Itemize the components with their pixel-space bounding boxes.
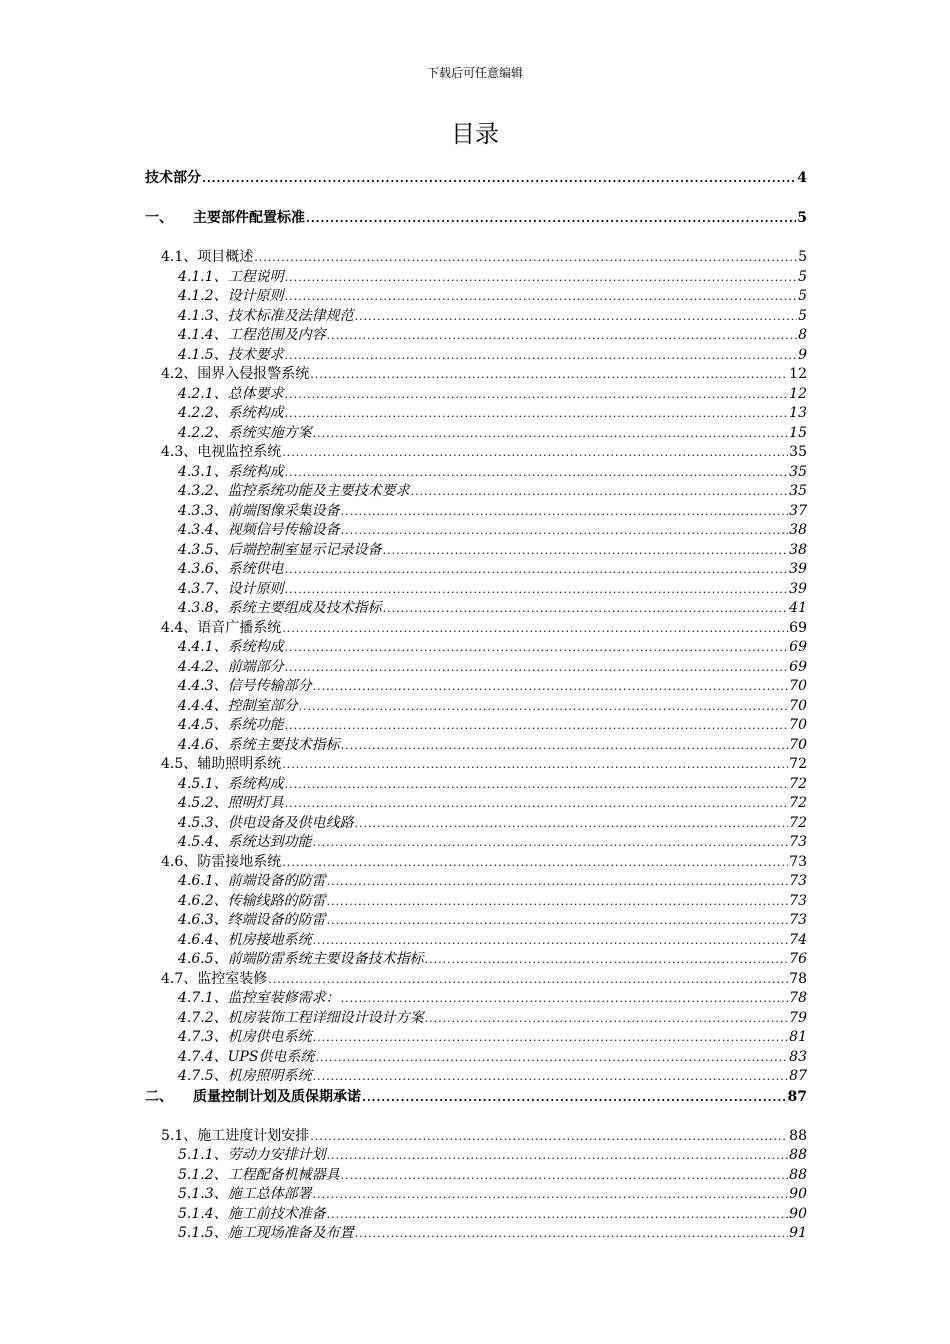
toc-entry-label: 4.5.3、供电设备及供电线路	[178, 814, 354, 831]
toc-entry[interactable]	[145, 638, 807, 658]
toc-entry[interactable]	[145, 1048, 807, 1068]
toc-leader-dots	[341, 736, 789, 756]
toc-leader-dots	[327, 326, 797, 346]
toc-entry-label: 5.1.1、劳动力安排计划	[178, 1147, 326, 1163]
toc-entry[interactable]	[145, 208, 807, 228]
toc-entry-page: 5	[798, 288, 807, 304]
toc-entry[interactable]	[145, 931, 807, 951]
toc-entry-page: 38	[789, 541, 807, 558]
toc-leader-dots	[285, 463, 789, 483]
toc-entry-label: 4.4、语音广播系统	[161, 619, 282, 636]
toc-entry[interactable]	[145, 619, 807, 639]
toc-entry-page: 5	[798, 268, 807, 285]
toc-entry[interactable]	[145, 424, 807, 444]
toc-entry-page: 70	[789, 697, 807, 714]
toc-entry[interactable]	[145, 307, 807, 327]
toc-entry[interactable]	[145, 775, 807, 795]
toc-leader-dots	[313, 424, 789, 444]
toc-entry-page: 8	[798, 327, 807, 343]
toc-entry-label: 4.1.3、技术标准及法律规范	[178, 307, 354, 324]
toc-entry-page: 72	[789, 756, 807, 772]
toc-entry-label: 4.3.6、系统供电	[178, 561, 284, 577]
toc-entry-label: 4.6.1、前端设备的防雷	[178, 873, 326, 889]
toc-entry[interactable]	[145, 1224, 807, 1244]
toc-entry-page: 72	[789, 814, 807, 831]
toc-entry-label: 4.6.3、终端设备的防雷	[178, 912, 326, 928]
toc-entry-label: 4.1.1、工程说明	[178, 268, 284, 285]
toc-leader-dots	[282, 755, 788, 775]
toc-leader-dots	[285, 404, 789, 424]
toc-entry-label: 4.4.1、系统构成	[178, 639, 284, 655]
toc-entry[interactable]	[145, 521, 807, 541]
toc-entry-page: 73	[789, 912, 807, 928]
toc-leader-dots	[254, 248, 797, 268]
toc-entry[interactable]	[145, 989, 807, 1009]
toc-entry-page: 39	[789, 561, 807, 577]
toc-entry[interactable]	[145, 892, 807, 912]
toc-entry[interactable]	[145, 1087, 807, 1107]
toc-entry[interactable]	[145, 502, 807, 522]
toc-entry-page: 73	[789, 834, 807, 850]
toc-leader-dots	[362, 1088, 787, 1108]
toc-entry[interactable]	[145, 599, 807, 619]
toc-leader-dots	[285, 346, 797, 366]
toc-entry-page: 12	[789, 385, 807, 402]
toc-entry[interactable]	[145, 1028, 807, 1048]
toc-entry-page: 91	[789, 1225, 807, 1241]
toc-entry-page: 69	[789, 619, 807, 636]
toc-entry-page: 72	[789, 775, 807, 792]
toc-leader-dots	[285, 268, 797, 288]
toc-entry[interactable]	[145, 853, 807, 873]
toc-entry-label: 4.6.4、机房接地系统	[178, 931, 312, 948]
table-of-contents	[145, 168, 807, 1244]
toc-entry-label: 4.2.1、总体要求	[178, 385, 284, 402]
toc-entry[interactable]	[145, 482, 807, 502]
toc-entry-label: 4.5、辅助照明系统	[161, 756, 282, 772]
toc-entry-page: 69	[789, 658, 807, 675]
toc-entry-label: 4.4.4、控制室部分	[178, 697, 298, 714]
toc-leader-dots	[285, 638, 789, 658]
toc-entry-page: 15	[789, 424, 807, 441]
toc-entry-label: 4.1.5、技术要求	[178, 346, 284, 363]
toc-entry-label: 4.4.2、前端部分	[178, 658, 284, 675]
toc-entry-label: 5.1、施工进度计划安排	[161, 1127, 310, 1144]
toc-entry[interactable]	[145, 268, 807, 288]
toc-entry[interactable]	[145, 970, 807, 990]
toc-entry-label: 4.3、电视监控系统	[161, 444, 282, 460]
toc-entry[interactable]	[145, 1185, 807, 1205]
toc-entry-page: 74	[789, 931, 807, 948]
toc-entry[interactable]	[145, 677, 807, 697]
toc-leader-dots	[285, 385, 789, 405]
toc-entry-label: 4.2.2、系统实施方案	[178, 424, 312, 441]
toc-leader-dots	[341, 1166, 789, 1186]
toc-entry-label: 4.7.3、机房供电系统	[178, 1029, 312, 1045]
toc-leader-dots	[202, 169, 796, 189]
toc-entry-page: 35	[789, 483, 807, 499]
toc-leader-dots	[282, 853, 788, 873]
toc-entry-page: 4	[797, 170, 807, 186]
toc-entry-page: 69	[789, 639, 807, 655]
toc-entry[interactable]	[145, 950, 807, 970]
toc-entry-page: 88	[789, 1127, 807, 1144]
toc-leader-dots	[313, 677, 789, 697]
toc-entry-label: 4.4.6、系统主要技术指标	[178, 736, 340, 753]
toc-entry-label: 5.1.4、施工前技术准备	[178, 1205, 326, 1222]
toc-entry-page: 39	[789, 580, 807, 597]
toc-entry-page: 70	[789, 678, 807, 694]
toc-entry-page: 87	[787, 1088, 807, 1105]
toc-entry-label: 4.2.2、系统构成	[178, 405, 284, 421]
toc-entry-page: 5	[798, 249, 807, 265]
toc-entry-label: 4.6.5、前端防雷系统主要设备技术指标	[178, 951, 424, 967]
toc-entry-label: 4.3.2、监控系统功能及主要技术要求	[178, 483, 410, 499]
toc-entry-number: 二、	[145, 1088, 173, 1105]
toc-entry[interactable]	[145, 794, 807, 814]
toc-entry[interactable]	[145, 580, 807, 600]
toc-entry[interactable]	[145, 443, 807, 463]
toc-entry-label: 4.7.4、UPS供电系统	[178, 1048, 315, 1065]
toc-entry-label: 4.4.3、信号传输部分	[178, 678, 312, 694]
toc-entry[interactable]	[145, 365, 807, 385]
toc-entry-label: 技术部分	[145, 170, 201, 186]
toc-leader-dots	[313, 1067, 789, 1087]
toc-entry[interactable]	[145, 833, 807, 853]
toc-entry-label: 主要部件配置标准	[193, 210, 305, 226]
toc-leader-dots	[313, 1185, 789, 1205]
toc-entry[interactable]	[145, 1127, 807, 1147]
toc-leader-dots	[313, 1028, 789, 1048]
toc-entry[interactable]	[145, 911, 807, 931]
toc-leader-dots	[282, 443, 788, 463]
toc-leader-dots	[285, 794, 789, 814]
toc-entry-label: 4.5.4、系统达到功能	[178, 834, 312, 850]
toc-leader-dots	[341, 521, 789, 541]
toc-entry[interactable]	[145, 560, 807, 580]
toc-leader-dots	[306, 209, 796, 229]
toc-entry-page: 90	[789, 1205, 807, 1222]
toc-entry-page: 90	[789, 1186, 807, 1202]
toc-entry-number: 一、	[145, 210, 173, 226]
toc-entry-label: 4.6.2、传输线路的防雷	[178, 892, 326, 909]
toc-entry[interactable]	[145, 326, 807, 346]
toc-entry-page: 70	[789, 736, 807, 753]
toc-entry-label: 4.7、监控室装修	[161, 970, 268, 987]
toc-leader-dots	[327, 892, 789, 912]
toc-entry-label: 4.7.5、机房照明系统	[178, 1068, 312, 1084]
toc-entry-label: 4.3.1、系统构成	[178, 463, 284, 480]
toc-leader-dots	[268, 970, 788, 990]
toc-entry-page: 38	[789, 522, 807, 538]
toc-leader-dots	[313, 931, 789, 951]
toc-entry-page: 88	[789, 1166, 807, 1183]
toc-entry-page: 73	[789, 892, 807, 909]
toc-entry[interactable]	[145, 736, 807, 756]
toc-entry[interactable]	[145, 1205, 807, 1225]
toc-entry-label: 4.5.1、系统构成	[178, 775, 284, 792]
toc-entry-label: 4.3.8、系统主要组成及技术指标	[178, 600, 382, 616]
toc-leader-dots	[327, 911, 789, 931]
toc-entry-page: 35	[789, 463, 807, 480]
toc-entry-label: 5.1.5、施工现场准备及布置	[178, 1225, 354, 1241]
toc-entry-page: 81	[789, 1029, 807, 1045]
toc-entry[interactable]	[145, 814, 807, 834]
toc-entry-page: 76	[789, 951, 807, 967]
toc-entry-page: 35	[789, 444, 807, 460]
toc-leader-dots	[355, 814, 789, 834]
toc-leader-dots	[425, 950, 789, 970]
toc-entry-label: 4.2、围界入侵报警系统	[161, 366, 310, 382]
toc-leader-dots	[341, 502, 789, 522]
toc-entry-page: 73	[789, 853, 807, 870]
toc-leader-dots	[411, 482, 789, 502]
toc-leader-dots	[327, 872, 789, 892]
toc-entry-label: 4.6、防雷接地系统	[161, 853, 282, 870]
toc-entry[interactable]	[145, 1146, 807, 1166]
toc-entry[interactable]	[145, 697, 807, 717]
toc-leader-dots	[299, 697, 789, 717]
page-title: 目录	[451, 120, 499, 148]
toc-entry-label: 4.1、项目概述	[161, 249, 254, 265]
toc-leader-dots	[285, 287, 797, 307]
toc-entry-page: 73	[789, 873, 807, 889]
toc-entry-page: 9	[798, 346, 807, 363]
toc-entry[interactable]	[145, 168, 807, 188]
toc-entry-page: 79	[789, 1009, 807, 1026]
toc-leader-dots	[285, 560, 789, 580]
toc-leader-dots	[285, 658, 789, 678]
toc-entry-page: 70	[789, 717, 807, 733]
toc-entry-label: 5.1.3、施工总体部署	[178, 1186, 312, 1202]
toc-entry-label: 4.7.1、监控室装修需求：	[178, 990, 340, 1006]
toc-leader-dots	[282, 619, 788, 639]
toc-entry[interactable]	[145, 385, 807, 405]
toc-leader-dots	[310, 1127, 788, 1147]
toc-entry[interactable]	[145, 541, 807, 561]
toc-entry[interactable]	[145, 404, 807, 424]
toc-entry-page: 78	[789, 990, 807, 1006]
toc-entry-label: 4.1.2、设计原则	[178, 288, 284, 304]
toc-leader-dots	[383, 541, 789, 561]
toc-entry[interactable]	[145, 346, 807, 366]
toc-leader-dots	[327, 1146, 789, 1166]
toc-entry-page: 41	[789, 600, 807, 616]
toc-entry-page: 5	[798, 307, 807, 324]
toc-leader-dots	[355, 1224, 789, 1244]
toc-entry-page: 5	[797, 210, 807, 226]
toc-entry-page: 88	[789, 1147, 807, 1163]
toc-entry[interactable]	[145, 248, 807, 268]
toc-entry-label: 质量控制计划及质保期承诺	[193, 1088, 361, 1105]
toc-entry[interactable]	[145, 463, 807, 483]
toc-leader-dots	[285, 580, 789, 600]
toc-leader-dots	[341, 989, 789, 1009]
toc-leader-dots	[285, 775, 789, 795]
toc-entry[interactable]	[145, 287, 807, 307]
toc-entry-page: 87	[789, 1068, 807, 1084]
toc-leader-dots	[327, 1205, 789, 1225]
toc-entry[interactable]	[145, 872, 807, 892]
toc-entry[interactable]	[145, 755, 807, 775]
toc-leader-dots	[425, 1009, 789, 1029]
toc-entry-label: 4.7.2、机房装饰工程详细设计设计方案	[178, 1009, 424, 1026]
toc-entry-label: 4.3.7、设计原则	[178, 580, 284, 597]
toc-leader-dots	[355, 307, 797, 327]
toc-entry[interactable]	[145, 716, 807, 736]
toc-entry[interactable]	[145, 658, 807, 678]
toc-entry-page: 83	[789, 1048, 807, 1065]
toc-entry[interactable]	[145, 1009, 807, 1029]
page-header: 下载后可任意编辑	[426, 66, 523, 80]
toc-entry-label: 4.3.3、前端图像采集设备	[178, 502, 340, 519]
toc-entry-label: 4.3.4、视频信号传输设备	[178, 522, 340, 538]
toc-entry-page: 13	[789, 405, 807, 421]
toc-entry[interactable]	[145, 1067, 807, 1087]
toc-leader-dots	[310, 365, 788, 385]
toc-entry-label: 4.5.2、照明灯具	[178, 795, 284, 811]
toc-leader-dots	[313, 833, 789, 853]
toc-leader-dots	[285, 716, 789, 736]
toc-entry[interactable]	[145, 1166, 807, 1186]
toc-entry-page: 72	[789, 795, 807, 811]
toc-entry-page: 12	[789, 366, 807, 382]
toc-leader-dots	[383, 599, 789, 619]
toc-entry-label: 4.4.5、系统功能	[178, 717, 284, 733]
toc-entry-page: 37	[789, 502, 807, 519]
toc-leader-dots	[315, 1048, 788, 1068]
toc-entry-label: 4.3.5、后端控制室显示记录设备	[178, 541, 382, 558]
toc-entry-page: 78	[789, 970, 807, 987]
toc-entry-label: 4.1.4、工程范围及内容	[178, 327, 326, 343]
toc-entry-label: 5.1.2、工程配备机械器具	[178, 1166, 340, 1183]
